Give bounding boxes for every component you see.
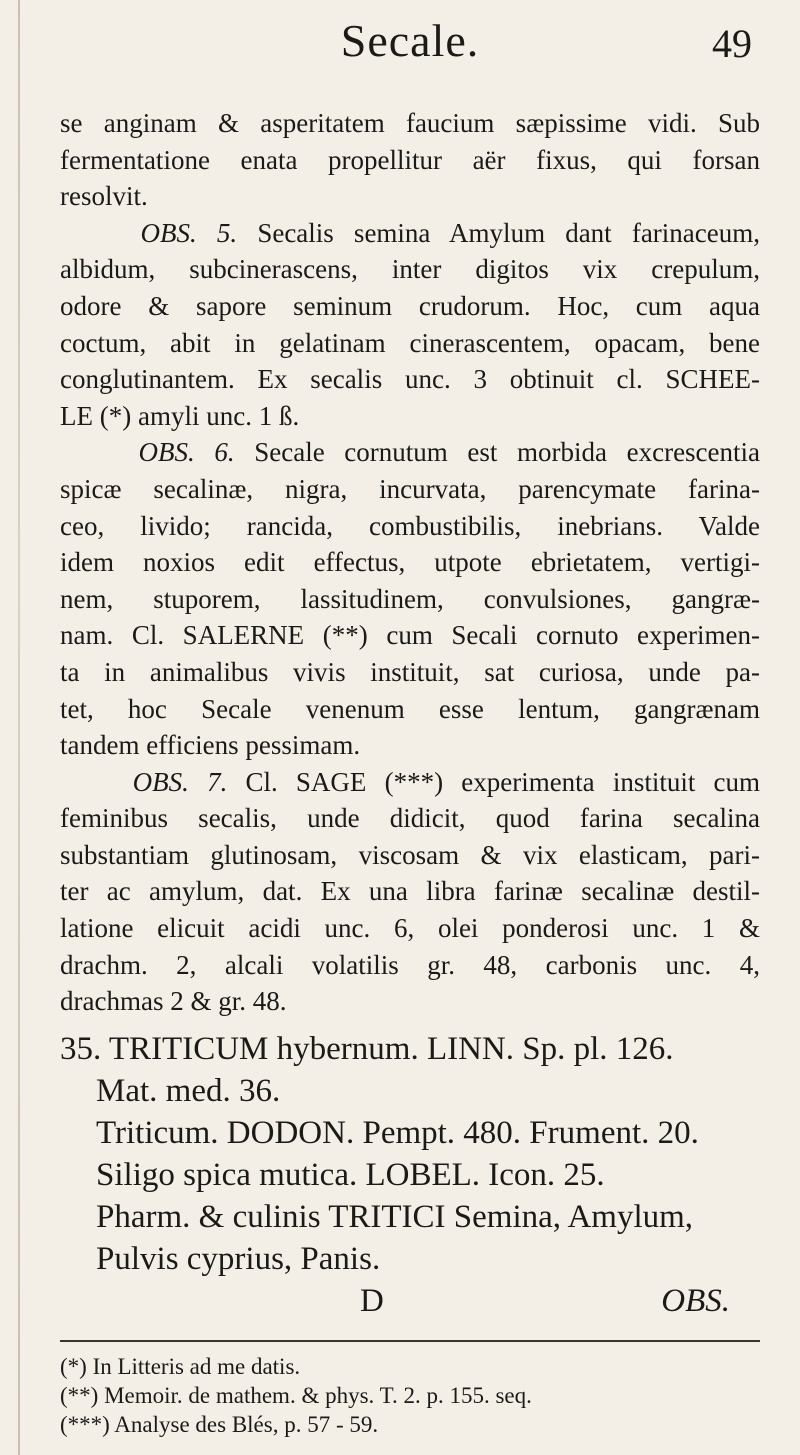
text-line: substantiam glutinosam, viscosam & vix elasticam, pari-: [60, 839, 760, 870]
entry-line: Pulvis cyprius, Panis.: [96, 1240, 381, 1277]
text-line: spicæ secalinæ, nigra, incurvata, parencymate farina-: [60, 473, 760, 504]
running-title: Secale.: [340, 15, 480, 66]
text-line: odore & sapore seminum crudorum. Hoc, cum aqua: [60, 290, 760, 321]
text-line: coctum, abit in gelatinam cinerascentem, opacam, bene: [60, 327, 760, 358]
text-line: ta in animalibus vivis instituit, sat curiosa, unde pa-: [60, 656, 760, 687]
footnote: (**) Memoir. de mathem. & phys. T. 2. p. 155. seq.: [60, 1382, 532, 1408]
text-line: albidum, subcinerascens, inter digitos vix crepulum,: [60, 254, 760, 285]
text-line: feminibus secalis, unde didicit, quod farina secalina: [60, 803, 760, 834]
text-line: latione elicuit acidi unc. 6, olei ponderosi unc. 1 &: [60, 913, 760, 944]
text-line: nem, stuporem, lassitudinem, convulsiones, gangræ-: [60, 583, 760, 614]
signature-line: [60, 1280, 760, 1322]
text-line: fermentatione enata propellitur aër fixus, qui forsan: [60, 144, 760, 175]
text-line: ceo, livido; rancida, combustibilis, inebrians. Valde: [60, 510, 760, 541]
observation-label: OBS. 5.: [140, 217, 238, 248]
observation-line: OBS. 7. Cl. SAGE (***) experimenta instituit cum: [132, 766, 760, 797]
entry-heading: 35. TRITICUM hybernum. LINN. Sp. pl. 126.: [60, 1030, 674, 1067]
observation-label: OBS. 6.: [138, 437, 235, 468]
signature-mark: D: [360, 1282, 384, 1319]
text-line: idem noxios edit effectus, utpote ebrietatem, vertigi-: [60, 547, 760, 578]
entry-line: Siligo spica mutica. LOBEL. Icon. 25.: [96, 1156, 605, 1193]
text-line: resolvit.: [60, 181, 148, 212]
entry-line: Mat. med. 36.: [96, 1072, 281, 1109]
entry-line: Triticum. DODON. Pempt. 480. Frument. 20.: [96, 1114, 699, 1151]
footnote-rule: [60, 1340, 760, 1342]
footnote: (*) In Litteris ad me datis.: [60, 1353, 301, 1379]
text-line: se anginam & asperitatem faucium sæpissime vidi. Sub: [60, 108, 760, 138]
body-text: [60, 105, 760, 1020]
text-line: nam. Cl. SALERNE (**) cum Secali cornuto experimen-: [60, 620, 760, 651]
catchword: OBS.: [661, 1282, 730, 1319]
text-line: drachm. 2, alcali volatilis gr. 48, carbonis unc. 4,: [60, 949, 760, 980]
observation-line: OBS. 6. Secale cornutum est morbida excrescentia: [138, 437, 761, 468]
text-line: drachmas 2 & gr. 48.: [60, 986, 287, 1017]
text-line: conglutinantem. Ex secalis unc. 3 obtinuit cl. SCHEE-: [60, 364, 760, 395]
text-line: tet, hoc Secale venenum esse lentum, gangrænam: [60, 693, 760, 724]
page-header: [60, 0, 760, 105]
footnote: (***) Analyse des Blés, p. 57 - 59.: [60, 1411, 379, 1437]
text-line: LE (*) amyli unc. 1 ß.: [60, 400, 300, 431]
footnotes: [60, 1352, 760, 1439]
text-line: tandem efficiens pessimam.: [60, 730, 361, 761]
text-line: ter ac amylum, dat. Ex una libra farinæ secalinæ destil-: [60, 876, 760, 907]
page-number: 49: [712, 21, 752, 66]
observation-line: OBS. 5. Secalis semina Amylum dant farinaceum,: [140, 217, 760, 248]
page-edge-shadow: [18, 0, 20, 1455]
triticum-entry: [60, 1028, 760, 1322]
entry-line: Pharm. & culinis TRITICI Semina, Amylum,: [96, 1198, 694, 1235]
observation-label: OBS. 7.: [132, 766, 228, 797]
